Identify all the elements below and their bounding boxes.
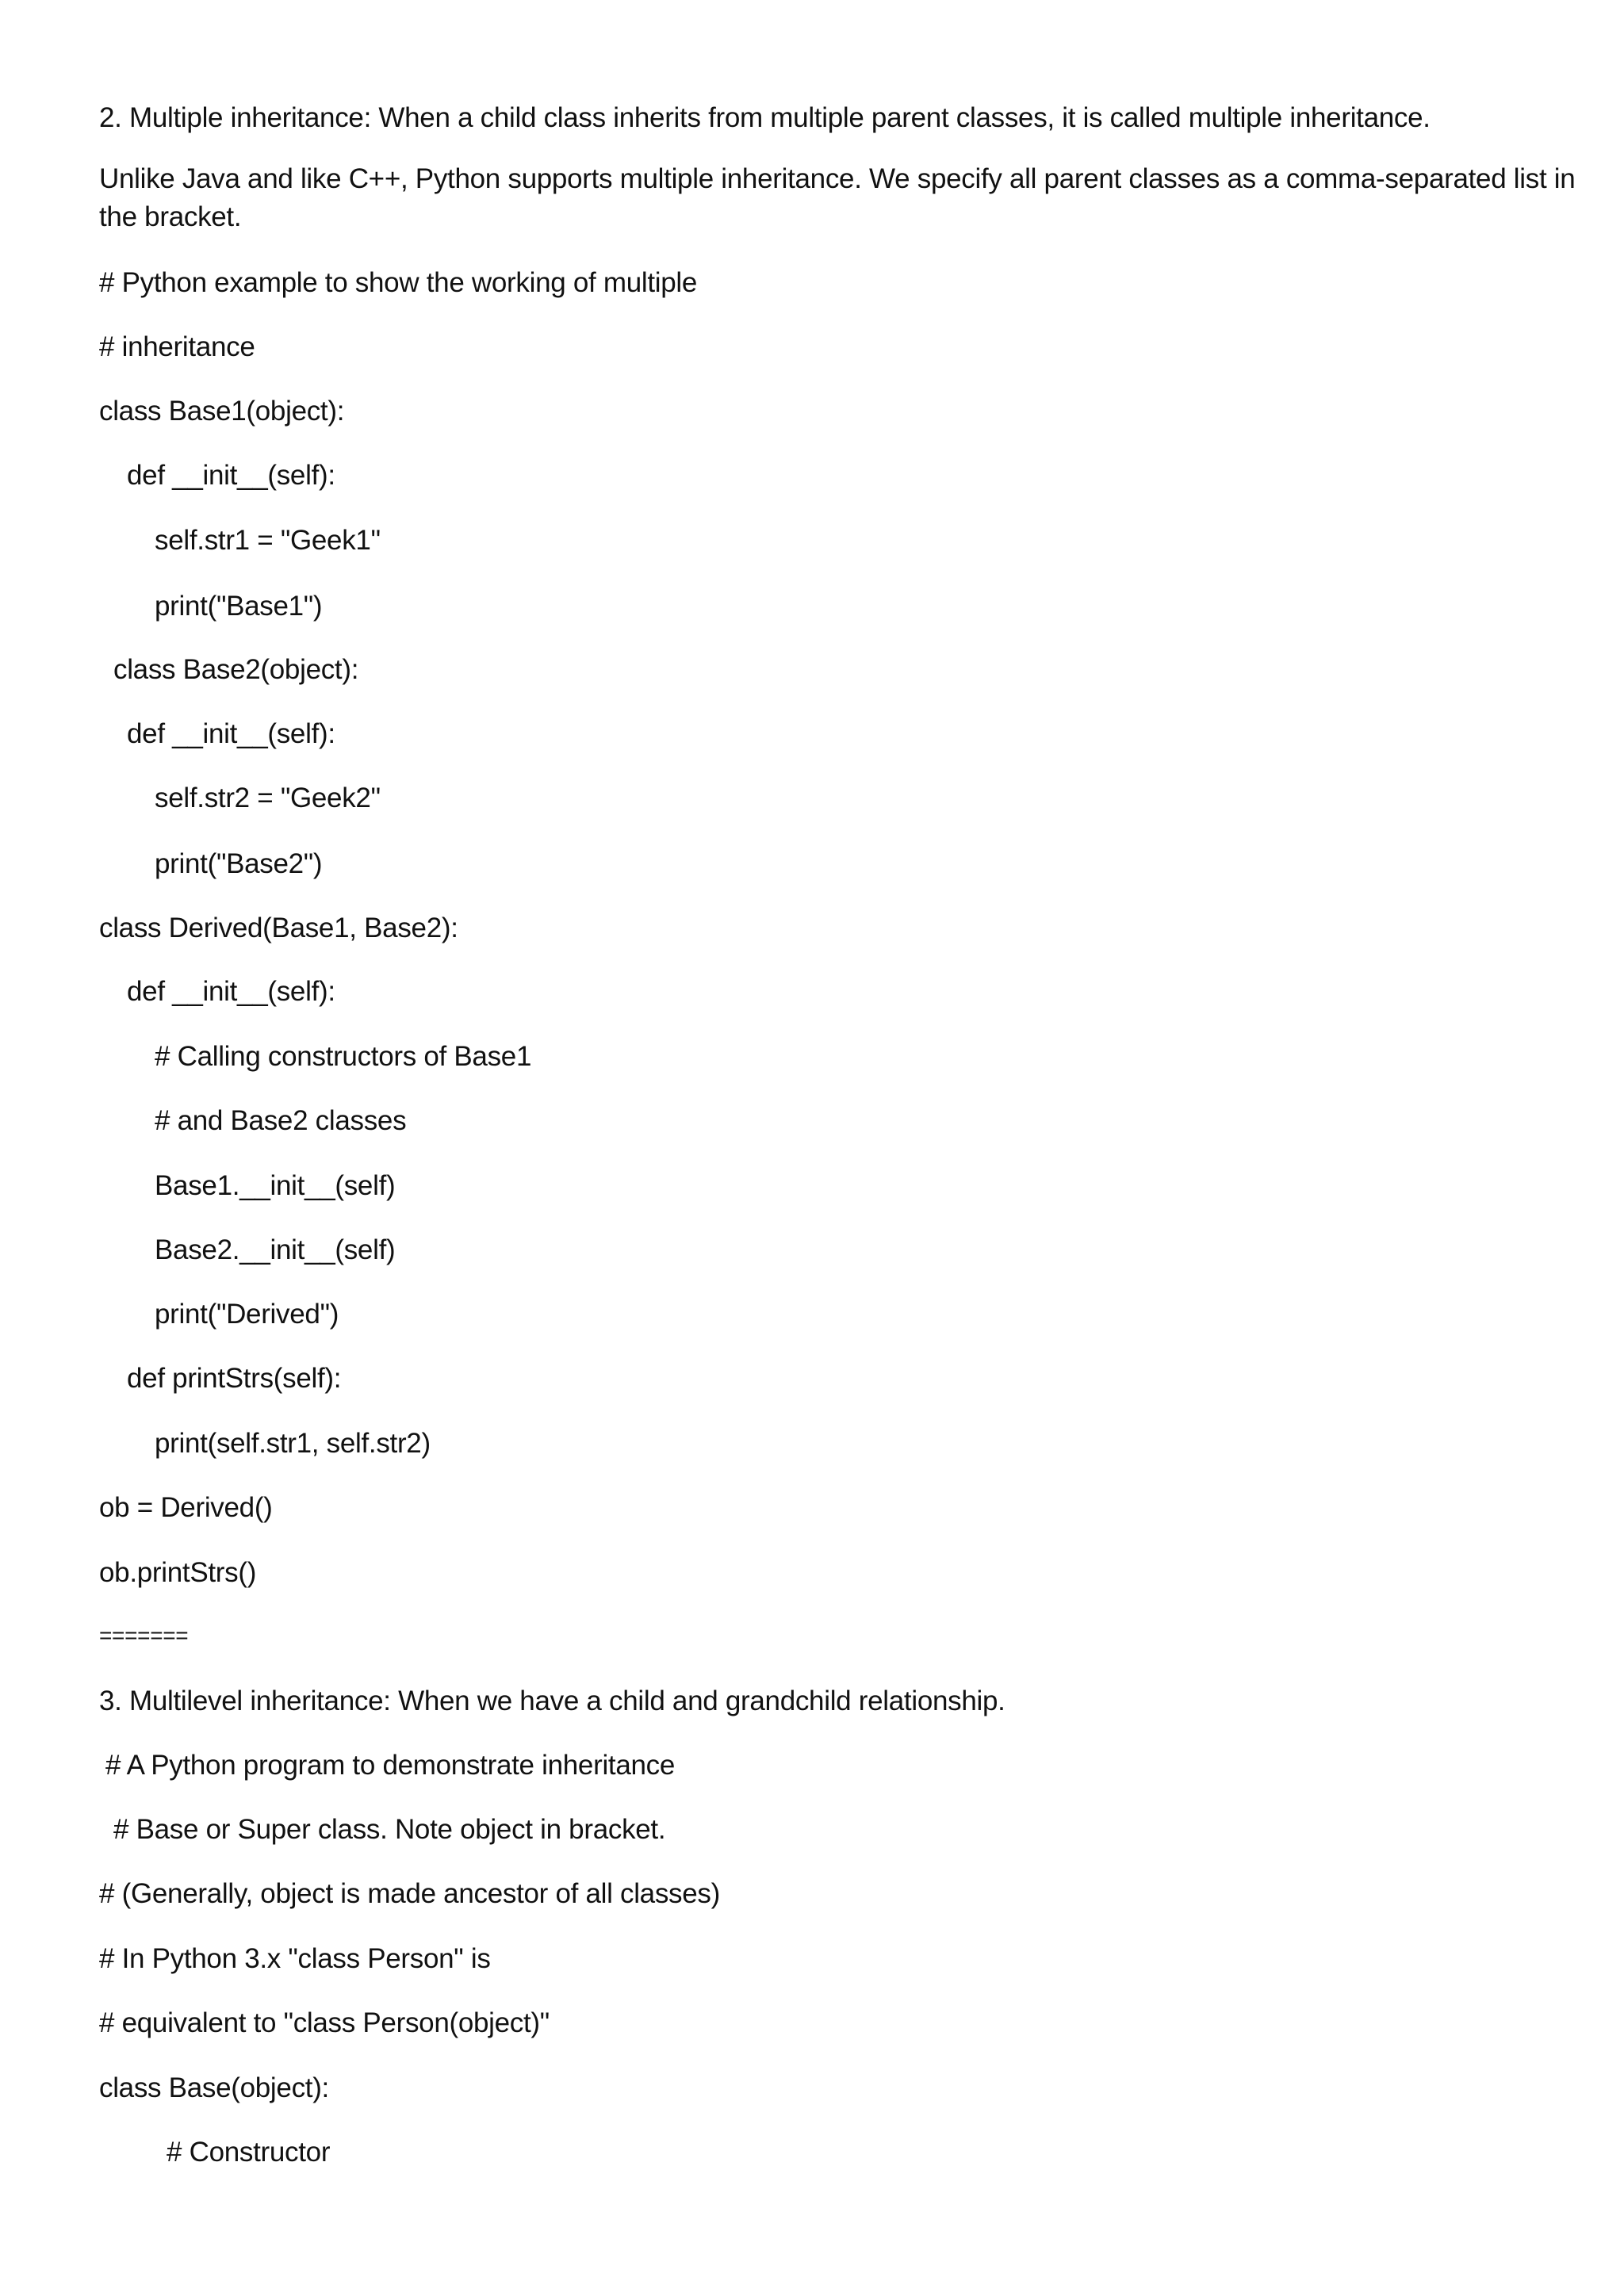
code-comment: # Constructor xyxy=(167,2137,331,2168)
code-line: print("Base2") xyxy=(155,848,323,879)
code-line: Base2.__init__(self) xyxy=(155,1234,396,1265)
paragraph-multiple-inheritance: Unlike Java and like C++, Python supports multiple inheritance. We specify all parent classes as a comma-separated list in the bracket. xyxy=(99,163,1576,232)
code-line: def printStrs(self): xyxy=(127,1363,342,1394)
separator-line: ======= xyxy=(99,1623,189,1647)
code-line: print("Base1") xyxy=(155,591,323,622)
code-comment: # and Base2 classes xyxy=(155,1105,407,1136)
code-line: def __init__(self): xyxy=(127,976,335,1007)
code-line: print("Derived") xyxy=(155,1299,339,1330)
code-line: class Base1(object): xyxy=(99,396,345,427)
code-comment: # inheritance xyxy=(99,331,255,362)
code-line: class Derived(Base1, Base2): xyxy=(99,913,458,943)
code-comment: # Python example to show the working of multiple xyxy=(99,267,698,298)
code-line: Base1.__init__(self) xyxy=(155,1170,396,1201)
code-comment: # In Python 3.x "class Person" is xyxy=(99,1943,491,1974)
code-comment: # A Python program to demonstrate inheritance xyxy=(105,1750,676,1781)
code-comment: # (Generally, object is made ancestor of all classes) xyxy=(99,1878,720,1909)
heading-multiple-inheritance: 2. Multiple inheritance: When a child class inherits from multiple parent classes, it is called multiple inheritance. xyxy=(99,102,1431,133)
code-line: self.str1 = "Geek1" xyxy=(155,525,381,556)
code-line: ob.printStrs() xyxy=(99,1557,257,1588)
code-line: print(self.str1, self.str2) xyxy=(155,1428,431,1459)
code-line: self.str2 = "Geek2" xyxy=(155,783,381,813)
code-comment: # Base or Super class. Note object in bracket. xyxy=(113,1814,666,1845)
code-line: def __init__(self): xyxy=(127,718,335,749)
code-comment: # Calling constructors of Base1 xyxy=(155,1041,532,1072)
code-comment: # equivalent to "class Person(object)" xyxy=(99,2007,550,2038)
code-line: class Base(object): xyxy=(99,2072,329,2103)
code-line: class Base2(object): xyxy=(113,654,359,685)
code-line: ob = Derived() xyxy=(99,1492,273,1523)
heading-multilevel-inheritance: 3. Multilevel inheritance: When we have a child and grandchild relationship. xyxy=(99,1686,1005,1716)
code-line: def __init__(self): xyxy=(127,460,335,491)
